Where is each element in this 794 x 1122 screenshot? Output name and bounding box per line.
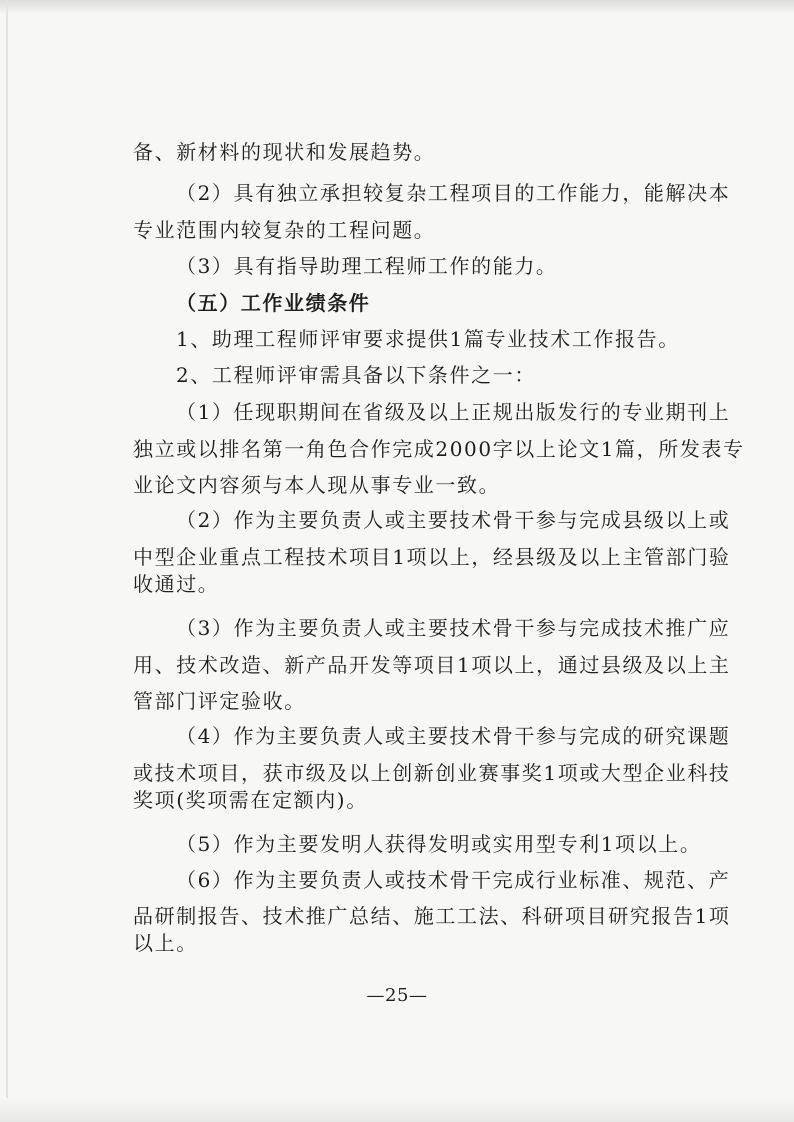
text-line: 或技术项目，获市级及以上创新创业赛事奖1项或大型企业科技 (133, 761, 731, 785)
text-line: 用、技术改造、新产品开发等项目1项以上，通过县级及以上主 (133, 653, 731, 677)
text-line: 2、工程师评审需具备以下条件之一： (176, 363, 536, 387)
text-line: 专业范围内较复杂的工程问题。 (133, 218, 436, 242)
text-line: 管部门评定验收。 (133, 689, 306, 713)
text-line: 业论文内容须与本人现从事专业一致。 (133, 473, 501, 497)
page-number: —25— (366, 985, 428, 1006)
text-line: 1、助理工程师评审要求提供1篇专业技术工作报告。 (176, 327, 680, 351)
page-top-edge (0, 0, 794, 14)
text-line: 中型企业重点工程技术项目1项以上，经县级及以上主管部门验 (133, 545, 731, 569)
text-line: （6）作为主要负责人或技术骨干完成行业标准、规范、产 (176, 868, 731, 892)
text-line: 奖项(奖项需在定额内)。 (133, 788, 368, 812)
text-line: 独立或以排名第一角色合作完成2000字以上论文1篇，所发表专 (133, 437, 745, 461)
text-line: （4）作为主要负责人或主要技术骨干参与完成的研究课题 (176, 724, 731, 748)
page-bottom-edge (0, 1098, 794, 1122)
text-line: （3）作为主要负责人或主要技术骨干参与完成技术推广应 (176, 616, 731, 640)
text-line: 备、新材料的现状和发展趋势。 (133, 140, 436, 164)
text-line: （2）具有独立承担较复杂工程项目的工作能力，能解决本 (176, 181, 731, 205)
text-line: （5）作为主要发明人获得发明或实用型专利1项以上。 (176, 832, 702, 856)
text-line: 收通过。 (133, 572, 220, 596)
text-line: （2）作为主要负责人或主要技术骨干参与完成县级以上或 (176, 508, 731, 532)
text-line: 品研制报告、技术推广总结、施工工法、科研项目研究报告1项 (133, 904, 731, 928)
text-line: 以上。 (133, 931, 198, 955)
text-line: （1）任现职期间在省级及以上正规出版发行的专业期刊上 (176, 400, 731, 424)
section-heading: （五）工作业绩条件 (176, 291, 371, 315)
page-left-edge (6, 0, 8, 1122)
text-line: （3）具有指导助理工程师工作的能力。 (176, 254, 558, 278)
